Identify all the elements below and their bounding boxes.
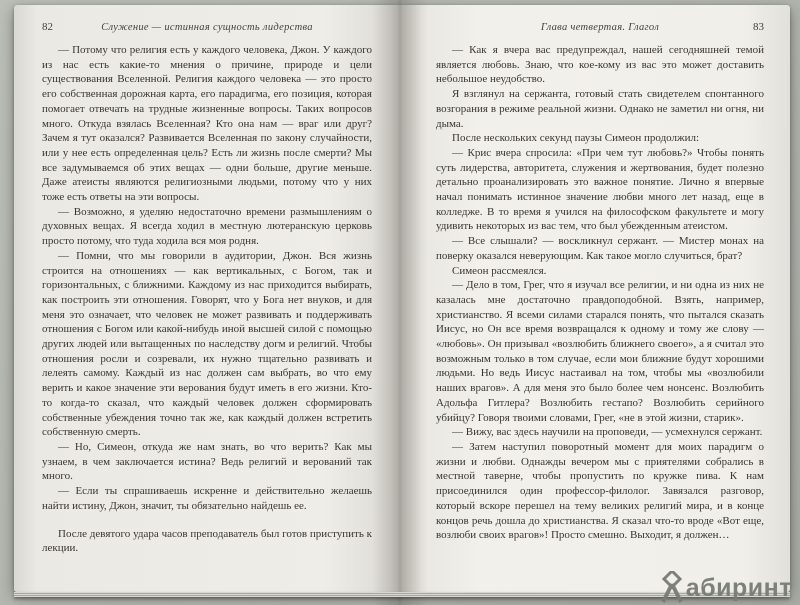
page-left-text <box>42 43 372 556</box>
paragraph: — Как я вчера вас предупреждал, нашей сегодняшней темой является любовь. Знаю, что кое-кому из вас это может доставить небольшое неудобство. <box>436 44 764 86</box>
paragraph: — Но, Симеон, откуда же нам знать, во что верить? Как мы узнаем, в чем заключается истина? Ведь религий и верований так много. <box>42 440 372 483</box>
paragraph: — Помни, что мы говорили в аудитории, Джон. Вся жизнь строится на отношениях — как вертикальных, с Богом, так и горизонтальных, с ближними. Каждому из нас приходится выбирать, как построить эти отношения. Говорят, что у Бога нет внуков, и для меня это означает, что человек не может развивать и поддерживать отношения с Богом или какой-нибудь иной высшей силой с помощью других людей или вытащенных по наследству догм и религий. Чтобы отношения росли и созревали, их нужно тщательно развивать и лелеять самому. Каждый из нас должен сам выбрать, во что ему верить и какое значение эти верования будут иметь в его жизни. Кто-то когда-то сказал, что каждый человек должен сформировать собственные убеждения точно так же, как каждый должен встретить собственную смерть. <box>42 249 372 439</box>
page-right <box>402 5 790 592</box>
labirint-watermark <box>659 571 792 603</box>
paragraph: — Затем наступил поворотный момент для моих парадигм о жизни и любви. Однажды вечером мы с приятелями собрались в местной таверне, чтобы пропустить по кружке пива. К нам присоединился один профессор-филолог. Завязался разговор, который вскоре перешел на тему великих религий мира, и в конце концов речь дошла до христианства. Я сказал что-то вроде «Вот еще, возлюби своих врагов»! Просто смешно. Выходит, я должен… <box>436 440 764 542</box>
paragraph: — Потому что религия есть у каждого человека, Джон. У каждого из нас есть какие-то мнения о причине, природе и цели существования Вселенной. Религия каждого человека — это просто его собственная дорожная карта, его парадигма, его позиция, которая помогает отвечать на трудные жизненные вопросы. Таких вопросов много. Откуда взялась Вселенная? Кто она нам — враг или друг? Зачем я тут оказался? Развивается Вселенная по закону случайности, или у нее есть определенная цель? Есть ли жизнь после смерти? Мы все задумываемся об этих вещах — одни больше, другие меньше. Даже атеисты являются религиозными людьми, потому что у них тоже есть ответы на эти вопросы. <box>42 44 372 204</box>
paragraph: — Крис вчера спросила: «При чем тут любовь?» Чтобы понять суть лидерства, авторитета, служения и жертвования, будет полезно детально проанализировать это важное понятие. Лично я впервые начал понимать истинное значение любви много лет назад, еще в колледже. В то время я учился на философском факультете и могу удивить некоторых из вас тем, что был убежденным атеистом. <box>436 146 764 233</box>
running-title-right: Глава четвертая. Глагол <box>540 22 660 33</box>
paragraph: После нескольких секунд паузы Симеон продолжил: <box>452 132 700 145</box>
running-title-left: Служение — истинная сущность лидерства <box>101 22 313 33</box>
paragraph: Симеон рассмеялся. <box>452 264 547 277</box>
page-left-header <box>42 21 372 33</box>
page-number-left: 82 <box>42 21 53 33</box>
paragraph: — Если ты спрашиваешь искренне и действительно желаешь найти истину, Джон, значит, ты обязательно найдешь ее. <box>42 485 372 512</box>
paragraph: После девятого удара часов преподаватель был готов приступить к лекции. <box>42 527 372 555</box>
page-left <box>14 5 402 592</box>
labirint-figure-icon <box>659 571 685 603</box>
page-number-right: 83 <box>753 21 764 33</box>
page-right-text <box>436 43 764 543</box>
paragraph: — Дело в том, Грег, что я изучал все религии, и ни одна из них не казалась мне достаточно правдоподобной. Взять, например, христианство. Я всеми силами старался понять, что пытался сказать Иисус, но Он все время возвращался к одному и тому же слову — «любовь». Он призывал «возлюбить ближнего своего», а я считал это возможным только в том случае, если мои ближние будут хорошими людьми. Но ведь Иисус настаивал на том, чтобы мы «возлюбили наших врагов». А для меня это было более чем нонсенс. Возлюбить Адольфа Гитлера? Возлюбить гестапо? Возлюбить серийного убийцу? Говоря твоими словами, Грег, «не в этой жизни, старик». <box>436 279 764 424</box>
paragraph: — Все слышали? — воскликнул сержант. — Мистер монах на поверку оказался неверующим. Как такое могло случиться, брат? <box>436 235 764 262</box>
watermark-text: абиринт <box>685 574 792 602</box>
paragraph: — Возможно, я уделяю недостаточно времени размышлениям о духовных вещах. Я всегда ходил в местную лютеранскую церковь просто потому, что туда ходила вся моя родня. <box>42 205 372 248</box>
paragraph: Я взглянул на сержанта, готовый стать свидетелем спонтанного возгорания в режиме реальной жизни. Однако не заметил ни огня, ни дыма. <box>436 88 764 130</box>
page-right-header <box>436 21 764 33</box>
paragraph: — Вижу, вас здесь научили на проповеди, — усмехнулся сержант. <box>452 426 763 439</box>
book-spread <box>14 5 790 592</box>
